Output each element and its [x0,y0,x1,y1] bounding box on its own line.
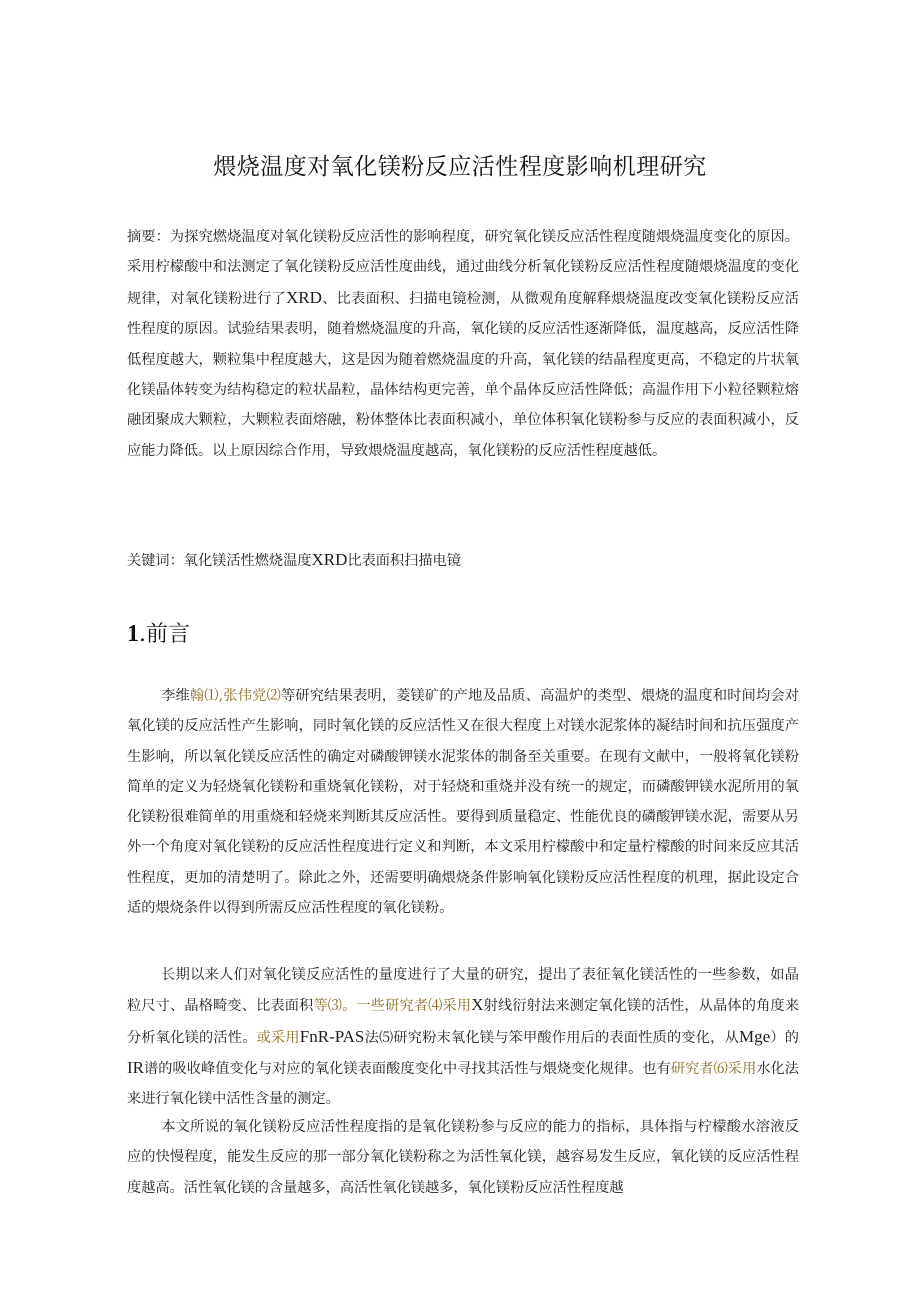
paragraph-2-text-d: ）的 [770,1029,799,1046]
keywords-label: 关键词： [127,553,184,569]
keywords [127,548,799,573]
paragraph-2-text-f: 水化法来进行氧化镁中活性含量的测定。 [127,1060,799,1108]
paragraph-2-text-a: 长期以来人们对氧化镁反应活性的量度进行了大量的研究，提出了表征氧化镁活性的一些参数，如晶粒尺寸、晶格畸变、比表面积 [127,967,799,1015]
citation-or-use: 或采用 [256,1029,300,1046]
keywords-text-2: 比表面积扫描电镜 [347,553,461,569]
citation-1: 翰⑴, [189,688,224,704]
paragraph-2-text-c: 法⑸研究粉末氧化镁与笨甲酸作用后的表面性质的变化，从 [364,1029,739,1046]
abstract-text-2: 、比表面积、扫描电镜检测，从微观角度解释煨烧温度改变氧化镁粉反应活性程度的原因。试验结果表明，随着燃烧温度的升高，氧化镁的反应活性逐渐降低，温度越高，反应活性降低程度越大，颗粒集中程度越大，这是因为随着燃烧温度的升高，氧化镁的结晶程度更高，不稳定的片状氧化镁晶体转变为结构稳定的粒状晶粒，晶体结构更完善，单个晶体反应活性降低；高温作用下小粒径颗粒熔融团聚成大颗粒，大颗粒表面熔融，粉体整体比表面积减小，单位体积氧化镁粉参与反应的表面积减小，反应能力降低。以上原因综合作用，导致煨烧温度越高，氧化镁粉的反应活性程度越低。 [127,290,799,459]
section-separator: . [139,622,146,647]
ir-label: IR [127,1057,144,1077]
author-1: 李维 [161,688,190,704]
abstract-xrd: XRD [286,287,322,307]
paragraph-3-text: 本文所说的氧化镁粉反应活性程度指的是氧化镁粉参与反应的能力的指标，具体指与柠檬酸水溶液反应的快慢程度，能发生反应的那一部分氧化镁粉称之为活性氧化镁，越容易发生反应，氧化镁的反应活性程度越高。活性氧化镁的含量越多，高活性氧化镁越多，氧化镁粉反应活性程度越 [127,1119,799,1196]
paragraph-3 [127,1112,799,1203]
section-heading-introduction [127,617,190,648]
paragraph-2-text-e: 谱的吸收峰值变化与对应的氧化镁表面酸度变化中寻找其活性与煨烧变化规律。也有 [144,1060,671,1077]
mge-label: Mge [738,1026,771,1046]
keywords-text-1: 氧化镁活性燃烧温度 [183,553,312,569]
keywords-xrd: XRD [311,550,348,569]
abstract [127,222,799,466]
abstract-label: 摘要： [127,229,170,245]
x-ray-label: X [471,995,484,1015]
fnr-pas-label: FnR-PAS [299,1026,365,1046]
paragraph-1 [127,681,799,923]
citation-6: 研究者⑹采用 [670,1060,757,1077]
section-number: 1 [127,621,139,647]
citation-3-4: 等⑶。一些研究者⑷采用 [313,998,472,1015]
abstract-text-1: 为探究燃烧温度对氧化镁粉反应活性的影响程度，研究氧化镁反应活性程度随煨烧温度变化的原因。采用柠檬酸中和法测定了氧化镁粉反应活性度曲线，通过曲线分析氧化镁粉反应活性程度随煨烧温度的变化规律，对氧化镁粉进行了 [127,229,799,307]
paragraph-2 [127,960,799,1114]
paragraph-2-text-b: 射线衍射法来测定氧化镁的活性，从晶体的角度来分析氧化镁的活性。 [127,998,799,1046]
section-title: 前言 [146,622,191,647]
citation-2: 张伟党⑵ [223,688,281,704]
paragraph-1-text: 等研究结果表明，菱镁矿的产地及品质、高温炉的类型、煨烧的温度和时间均会对氧化镁的反应活性产生影响，同时氧化镁的反应活性又在很大程度上对镁水泥浆体的凝结时间和抗压强度产生影响，所以氧化镁反应活性的确定对磷酸钾镁水泥浆体的制备至关重要。在现有文献中，一般将氧化镁粉简单的定义为轻烧氧化镁粉和重烧氧化镁粉，对于轻烧和重烧并没有统一的规定，而磷酸钾镁水泥所用的氧化镁粉很难简单的用重烧和轻烧来判断其反应活性。要得到质量稳定、性能优良的磷酸钾镁水泥，需要从另外一个角度对氧化镁粉的反应活性程度进行定义和判断，本文采用柠檬酸中和定量柠檬酸的时间来反应其活性程度，更加的清楚明了。除此之外，还需要明确煨烧条件影响氧化镁粉反应活性程度的机理，据此设定合适的煨烧条件以得到所需反应活性程度的氧化镁粉。 [127,688,799,917]
paper-title: 煨烧温度对氧化镁粉反应活性程度影响机理研究 [213,154,707,180]
